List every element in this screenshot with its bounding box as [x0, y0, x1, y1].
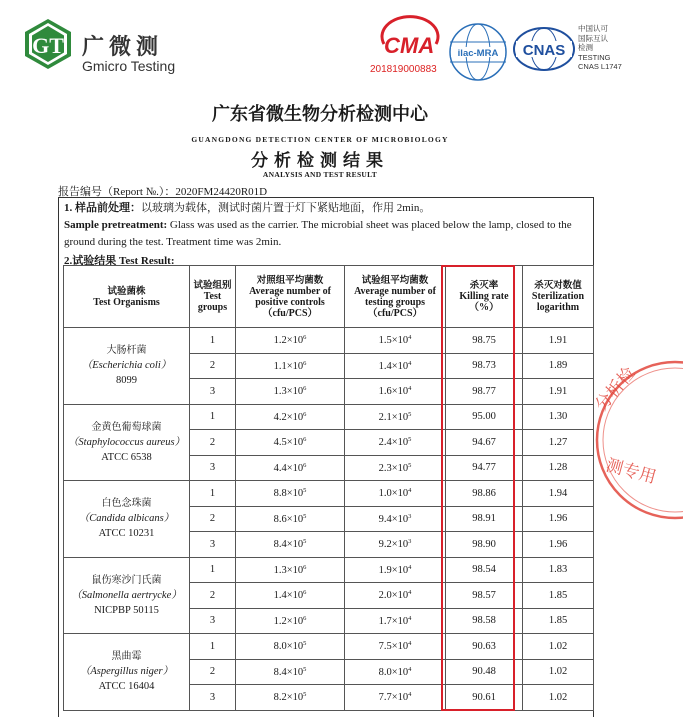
- log-reduction-cell: [523, 608, 594, 634]
- header-ctrl-unit: （cfu/PCS）: [262, 307, 318, 319]
- control-count-cell-exponent: 6: [303, 410, 307, 418]
- header-org-cn: 试验菌株: [107, 285, 146, 297]
- test-count-cell-exponent: 5: [408, 410, 412, 418]
- log-reduction-cell: [523, 634, 594, 660]
- log-reduction-cell: [523, 685, 594, 711]
- organism-cell: [64, 404, 190, 481]
- group-cell-value: 3: [209, 538, 216, 550]
- organism-latin-wrap: [64, 664, 189, 679]
- log-reduction-cell-value: 1.27: [548, 436, 568, 448]
- svg-text:C: C: [384, 33, 400, 58]
- group-cell-value: 1: [209, 411, 216, 423]
- organism-name-latin: （Candida albicans）: [78, 513, 175, 525]
- log-reduction-cell: [523, 328, 594, 354]
- test-count-cell: [345, 328, 446, 354]
- group-cell-value: 3: [209, 385, 216, 397]
- test-count-cell-value: 2.0×10: [378, 590, 409, 602]
- control-count-cell-value: 8.4×10: [273, 666, 304, 678]
- log-reduction-cell-value: 1.91: [548, 334, 568, 346]
- result-title-cn: 分析检测结果: [251, 151, 389, 171]
- test-count-cell-exponent: 4: [408, 640, 412, 648]
- header-test-en: Average number of testing groups: [354, 285, 436, 308]
- killing-rate-cell-value: 98.57: [472, 589, 496, 601]
- test-count-cell: [345, 353, 446, 379]
- table-row: [64, 557, 594, 583]
- test-count-cell-value: 2.3×10: [378, 462, 409, 474]
- ilac-mra-logo-icon: [448, 22, 508, 82]
- test-count-cell-exponent: 4: [408, 385, 412, 393]
- cnas-line: TESTING: [578, 52, 611, 62]
- organism-strain: ATCC 6538: [101, 451, 152, 463]
- group-cell-value: 2: [209, 513, 216, 525]
- test-count-cell-exponent: 4: [408, 334, 412, 342]
- test-count-cell-value: 7.7×10: [378, 692, 409, 704]
- test-count-cell: [345, 430, 446, 456]
- control-count-cell: [236, 506, 345, 532]
- killing-rate-cell: [446, 481, 523, 507]
- test-result-heading-cn: 2.试验结果: [64, 255, 117, 267]
- log-reduction-cell-value: 1.30: [548, 411, 568, 423]
- brand-name-cn: 广微测: [82, 35, 164, 60]
- pretreatment-label-en: Sample pretreatment:: [64, 219, 168, 231]
- cnas-logo-icon: [512, 26, 576, 72]
- group-cell: [190, 557, 236, 583]
- test-count-cell: [345, 404, 446, 430]
- group-cell: [190, 455, 236, 481]
- control-count-cell: [236, 608, 345, 634]
- header-kill-cn: 杀灭率: [469, 280, 499, 291]
- group-cell-value: 2: [209, 666, 216, 678]
- control-count-cell-value: 1.4×10: [273, 590, 304, 602]
- group-cell: [190, 328, 236, 354]
- killing-rate-cell: [446, 404, 523, 430]
- log-reduction-cell-value: 1.96: [548, 538, 568, 550]
- organism-name-cn: 金黄色葡萄球菌: [91, 421, 162, 433]
- group-cell: [190, 659, 236, 685]
- test-count-cell-exponent: 4: [408, 563, 412, 571]
- test-count-cell-value: 1.9×10: [378, 564, 409, 576]
- log-reduction-cell-value: 1.02: [548, 666, 568, 678]
- organism-latin-wrap: [64, 511, 189, 526]
- control-count-cell-exponent: 6: [303, 385, 307, 393]
- test-result-heading-en: Test Result:: [116, 255, 175, 267]
- log-reduction-cell: [523, 659, 594, 685]
- group-cell: [190, 481, 236, 507]
- test-count-cell-value: 1.6×10: [378, 386, 409, 398]
- killing-rate-cell-value: 90.63: [472, 640, 496, 652]
- group-cell-value: 3: [209, 691, 216, 703]
- control-count-cell-value: 4.4×10: [273, 462, 304, 474]
- killing-rate-cell-value: 98.54: [472, 564, 496, 576]
- control-count-cell-value: 4.2×10: [273, 411, 304, 423]
- test-count-cell-exponent: 4: [408, 359, 412, 367]
- killing-rate-cell-value: 95.00: [472, 411, 496, 423]
- test-count-cell: [345, 379, 446, 405]
- organism-cell: [64, 634, 190, 711]
- test-count-cell: [345, 455, 446, 481]
- killing-rate-cell-value: 98.91: [472, 513, 496, 525]
- test-count-cell: [345, 481, 446, 507]
- table-row: [64, 634, 594, 660]
- organism-strain: 8099: [116, 375, 137, 387]
- group-cell-value: 2: [209, 589, 216, 601]
- log-reduction-cell-value: 1.02: [548, 640, 568, 652]
- pretreatment-section: [64, 200, 590, 251]
- control-count-cell-exponent: 6: [303, 589, 307, 597]
- header-testing-groups: [345, 266, 446, 328]
- log-reduction-cell-value: 1.96: [548, 513, 568, 525]
- killing-rate-cell: [446, 659, 523, 685]
- control-count-cell-value: 1.1×10: [273, 360, 304, 372]
- table-row: [64, 481, 594, 507]
- control-count-cell-value: 8.4×10: [273, 539, 304, 551]
- group-cell-value: 1: [209, 334, 216, 346]
- killing-rate-cell-value: 98.90: [472, 538, 496, 550]
- organism-name-latin: （Aspergillus niger）: [79, 666, 174, 678]
- test-count-cell-exponent: 4: [408, 614, 412, 622]
- test-count-cell: [345, 608, 446, 634]
- header-killing-rate: [446, 266, 523, 328]
- group-cell: [190, 634, 236, 660]
- killing-rate-cell-value: 94.77: [472, 462, 496, 474]
- control-count-cell: [236, 557, 345, 583]
- test-result-table: [63, 265, 594, 711]
- control-count-cell-exponent: 6: [303, 359, 307, 367]
- control-count-cell: [236, 430, 345, 456]
- log-reduction-cell-value: 1.02: [548, 691, 568, 703]
- cnas-accreditation-text: [578, 24, 622, 72]
- organism-name-cn: 黑曲霉: [111, 651, 142, 663]
- killing-rate-cell: [446, 583, 523, 609]
- organism-name-latin: （Staphylococcus aureus）: [67, 436, 186, 448]
- organism-name-cn: 大肠杆菌: [106, 345, 147, 357]
- organism-latin-wrap: [64, 435, 189, 450]
- killing-rate-cell: [446, 634, 523, 660]
- control-count-cell: [236, 455, 345, 481]
- control-count-cell-exponent: 5: [303, 538, 307, 546]
- killing-rate-cell: [446, 455, 523, 481]
- test-count-cell: [345, 634, 446, 660]
- log-reduction-cell-value: 1.28: [548, 462, 568, 474]
- header-grp-cn: 试验组别: [193, 280, 232, 291]
- test-count-cell-exponent: 3: [408, 512, 412, 520]
- header-ctrl-en: Average number of positive controls: [249, 285, 331, 308]
- header-kill-en: Killing rate: [459, 291, 509, 302]
- control-count-cell-exponent: 6: [303, 334, 307, 342]
- group-cell-value: 2: [209, 436, 216, 448]
- control-count-cell: [236, 532, 345, 558]
- official-stamp-icon: [583, 360, 683, 520]
- group-cell: [190, 430, 236, 456]
- control-count-cell-value: 1.3×10: [273, 386, 304, 398]
- killing-rate-cell: [446, 353, 523, 379]
- killing-rate-cell: [446, 532, 523, 558]
- control-count-cell-value: 1.2×10: [273, 615, 304, 627]
- log-reduction-cell-value: 1.89: [548, 360, 568, 372]
- log-reduction-cell-value: 1.94: [548, 487, 568, 499]
- header-kill-unit: （%）: [469, 302, 499, 313]
- ilac-label: ilac-MRA: [457, 48, 499, 59]
- control-count-cell-exponent: 6: [303, 461, 307, 469]
- organism-name-cn: 鼠伤寒沙门氏菌: [91, 574, 162, 586]
- brand-name-en: Gmicro Testing: [82, 58, 176, 74]
- log-reduction-cell-value: 1.91: [548, 385, 568, 397]
- log-reduction-cell-value: 1.85: [548, 589, 568, 601]
- killing-rate-cell-value: 94.67: [472, 436, 496, 448]
- control-count-cell: [236, 659, 345, 685]
- header-positive-controls: [236, 266, 345, 328]
- killing-rate-cell: [446, 608, 523, 634]
- log-reduction-cell: [523, 532, 594, 558]
- log-reduction-cell-value: 1.83: [548, 564, 568, 576]
- test-count-cell-value: 2.1×10: [378, 411, 409, 423]
- pretreatment-en: [64, 217, 590, 251]
- test-count-cell: [345, 506, 446, 532]
- test-count-cell: [345, 557, 446, 583]
- cma-label: MA: [400, 33, 435, 58]
- test-count-cell-value: 9.2×10: [378, 539, 409, 551]
- control-count-cell: [236, 634, 345, 660]
- table-header-row: [64, 266, 594, 328]
- control-count-cell-exponent: 5: [303, 691, 307, 699]
- control-count-cell-exponent: 5: [303, 640, 307, 648]
- cnas-line: CNAS L1747: [578, 62, 622, 71]
- group-cell-value: 1: [209, 487, 216, 499]
- test-count-cell-exponent: 4: [408, 589, 412, 597]
- test-count-cell-value: 1.0×10: [378, 488, 409, 500]
- center-title-cn: 广东省微生物分析检测中心: [212, 104, 428, 125]
- group-cell-value: 2: [209, 360, 216, 372]
- control-count-cell-exponent: 6: [303, 614, 307, 622]
- cma-number: 201819000883: [370, 64, 437, 75]
- organism-latin-wrap: [64, 358, 189, 373]
- group-cell: [190, 404, 236, 430]
- control-count-cell-value: 8.0×10: [273, 641, 304, 653]
- organism-cell: [64, 557, 190, 634]
- svg-text:GT: GT: [32, 33, 64, 58]
- control-count-cell: [236, 404, 345, 430]
- group-cell: [190, 608, 236, 634]
- test-count-cell-exponent: 3: [408, 538, 412, 546]
- killing-rate-cell: [446, 557, 523, 583]
- test-count-cell: [345, 659, 446, 685]
- test-count-cell-exponent: 4: [408, 665, 412, 673]
- control-count-cell: [236, 481, 345, 507]
- header-test-unit: （cfu/PCS）: [367, 307, 423, 319]
- group-cell-value: 1: [209, 564, 216, 576]
- log-reduction-cell: [523, 557, 594, 583]
- cma-logo-icon: [378, 22, 442, 62]
- killing-rate-cell-value: 98.58: [472, 615, 496, 627]
- header-test-groups: [190, 266, 236, 328]
- header-test-cn: 试验组平均菌数: [361, 274, 429, 286]
- table-row: [64, 404, 594, 430]
- test-count-cell-value: 9.4×10: [378, 513, 409, 525]
- control-count-cell-value: 1.2×10: [273, 335, 304, 347]
- control-count-cell-exponent: 5: [303, 665, 307, 673]
- pretreatment-text-en: Glass was used as the carrier. The microbial sheet was placed below the lamp, closed to the ground during the test. Treatment time was 2min.: [64, 219, 572, 248]
- result-title-en: ANALYSIS AND TEST RESULT: [262, 170, 378, 179]
- control-count-cell: [236, 328, 345, 354]
- organism-strain: NICPBP 50115: [94, 604, 159, 616]
- control-count-cell-exponent: 6: [303, 563, 307, 571]
- gmicro-logo-icon: [22, 18, 74, 70]
- killing-rate-cell: [446, 685, 523, 711]
- log-reduction-cell-value: 1.85: [548, 615, 568, 627]
- test-count-cell-value: 8.0×10: [378, 666, 409, 678]
- test-count-cell-exponent: 4: [408, 487, 412, 495]
- test-count-cell: [345, 685, 446, 711]
- group-cell: [190, 532, 236, 558]
- cnas-line: 国际互认: [578, 33, 608, 43]
- killing-rate-cell: [446, 379, 523, 405]
- cnas-line: 检测: [578, 43, 593, 52]
- test-count-cell-exponent: 5: [408, 436, 412, 444]
- group-cell-value: 3: [209, 462, 216, 474]
- center-title-en: GUANGDONG DETECTION CENTER OF MICROBIOLOGY: [191, 135, 449, 144]
- pretreatment-cn: [64, 200, 590, 217]
- killing-rate-cell-value: 90.61: [472, 691, 496, 703]
- control-count-cell-exponent: 5: [303, 487, 307, 495]
- test-count-cell-value: 1.7×10: [378, 615, 409, 627]
- test-count-cell-exponent: 4: [408, 691, 412, 699]
- organism-cell: [64, 481, 190, 558]
- test-count-cell-exponent: 5: [408, 461, 412, 469]
- header-grp-en: Test groups: [197, 291, 228, 313]
- group-cell: [190, 506, 236, 532]
- group-cell: [190, 583, 236, 609]
- organism-name-latin: （Escherichia coli）: [81, 360, 172, 372]
- organism-cell: [64, 328, 190, 405]
- organism-strain: ATCC 16404: [98, 681, 155, 693]
- killing-rate-cell-value: 98.86: [472, 487, 496, 499]
- test-count-cell-value: 7.5×10: [378, 641, 409, 653]
- pretreatment-label-cn: 1. 样品前处理：: [64, 202, 141, 214]
- killing-rate-cell: [446, 430, 523, 456]
- report-number: 报告编号（Report №.）：2020FM24420R01D: [58, 186, 268, 198]
- header-sterilization-log: [523, 266, 594, 328]
- control-count-cell: [236, 685, 345, 711]
- pretreatment-text-cn: 以玻璃为载体，测试时菌片置于灯下紧贴地面，作用 2min。: [141, 202, 431, 214]
- control-count-cell: [236, 353, 345, 379]
- group-cell-value: 1: [209, 640, 216, 652]
- control-count-cell-value: 8.8×10: [273, 488, 304, 500]
- killing-rate-cell-value: 98.75: [472, 334, 496, 346]
- killing-rate-cell-value: 98.77: [472, 385, 496, 397]
- header-log-cn: 杀灭对数值: [534, 280, 582, 291]
- group-cell: [190, 353, 236, 379]
- organism-strain: ATCC 10231: [98, 528, 155, 540]
- control-count-cell-exponent: 5: [303, 512, 307, 520]
- test-count-cell-value: 2.4×10: [378, 437, 409, 449]
- group-cell: [190, 685, 236, 711]
- organism-latin-wrap: [64, 588, 189, 603]
- table-row: [64, 328, 594, 354]
- test-count-cell-value: 1.5×10: [378, 335, 409, 347]
- control-count-cell: [236, 583, 345, 609]
- organism-name-latin: （Salmonella aertrycke）: [71, 589, 182, 601]
- test-count-cell-value: 1.4×10: [378, 360, 409, 372]
- cnas-label: CNAS: [522, 42, 566, 59]
- control-count-cell-value: 8.6×10: [273, 513, 304, 525]
- log-reduction-cell: [523, 583, 594, 609]
- killing-rate-cell-value: 98.73: [472, 360, 496, 372]
- cnas-line: 中国认可: [578, 24, 608, 33]
- control-count-cell-value: 1.3×10: [273, 564, 304, 576]
- header-ctrl-cn: 对照组平均菌数: [256, 274, 324, 286]
- header-org-en: Test Organisms: [93, 296, 160, 308]
- test-count-cell: [345, 532, 446, 558]
- control-count-cell: [236, 379, 345, 405]
- killing-rate-cell-value: 90.48: [472, 666, 496, 678]
- test-count-cell: [345, 583, 446, 609]
- header-test-organisms: [64, 266, 190, 328]
- control-count-cell-exponent: 6: [303, 436, 307, 444]
- killing-rate-cell: [446, 506, 523, 532]
- organism-name-cn: 白色念珠菌: [101, 498, 152, 510]
- killing-rate-cell: [446, 328, 523, 354]
- svg-text:分析检: 分析检: [591, 363, 640, 416]
- group-cell-value: 3: [209, 615, 216, 627]
- control-count-cell-value: 8.2×10: [273, 692, 304, 704]
- table-body: [64, 328, 594, 711]
- group-cell: [190, 379, 236, 405]
- svg-text:测专用: 测专用: [603, 455, 659, 489]
- header-log-en: Sterilization logarithm: [531, 291, 585, 313]
- control-count-cell-value: 4.5×10: [273, 437, 304, 449]
